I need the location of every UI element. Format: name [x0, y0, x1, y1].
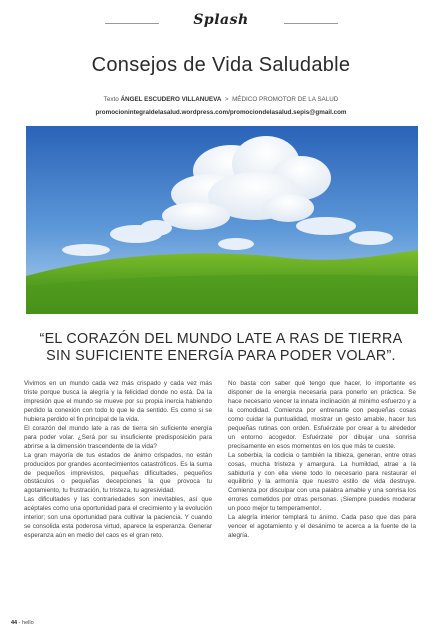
paragraph: Vivimos en un mundo cada vez más crispado y cada vez más triste porque busca la alegría y la felicidad donde no está. Da la impresión que el mundo se mueve por su propia inercia habiendo perdido la conexión con todo lo que le da sentido. Es como si se hubiera perdido el fin principal de la vida. [24, 380, 212, 423]
article-title: Consejos de Vida Saludable [91, 54, 351, 76]
pull-quote-line: SIN SUFICIENTE ENERGÍA PARA PODER VOLAR”. [46, 348, 396, 364]
paragraph: Las dificultades y las contrariedades son inevitables, así que acéptales como una oportunidad para el crecimiento y la evolución interior; son una oportunidad para cultivar la paciencia. Y cuando se consolida esta poderosa virtud, aparece la esperanza. Generar esperanza aún en medio del caos es el gran reto. [24, 496, 212, 540]
page-header [0, 12, 442, 36]
header-rule-right [284, 23, 338, 24]
byline-role: MÉDICO PROMOTOR DE LA SALUD [232, 96, 339, 103]
page-footer [11, 620, 34, 626]
pull-quote-line: “EL CORAZÓN DEL MUNDO LATE A RAS DE TIERRA [39, 331, 403, 347]
article-byline [0, 96, 442, 103]
paragraph: No basta con saber qué tengo que hacer, lo importante es disponer de la energía necesaria para ponerlo en práctica. Se hace necesario vencer la innata inclinación al mínimo esfuerzo y a la comodidad. Comienza por entrenarte con pequeñas cosas como cuidar la puntualidad, mostrar un gesto amable, hacer tus pequeñas rutinas con orden. Esfuérzate por crear a tu alrededor un entorno acogedor. Esfuérzate por dibujar una sonrisa precisamente en esos momentos en los que más te cueste. [228, 380, 416, 450]
page-number: 44 [11, 620, 18, 626]
section-brand: Splash [193, 12, 249, 28]
byline-separator: > [224, 96, 229, 103]
article-column-left [24, 380, 212, 541]
paragraph: La alegría interior templará tu ánimo. Cada paso que das para vencer el agotamiento y el desánimo te acerca a la fuente de la alegría. [228, 514, 416, 540]
article-column-right [228, 380, 416, 541]
pull-quote [0, 331, 442, 365]
paragraph: El corazón del mundo late a ras de tierra sin suficiente energía para poder volar. ¿Será por su insuficiente predisposición para abrirse a la dimensión trascendente de la vida? [24, 424, 212, 450]
paragraph: La gran mayoría de tus estados de ánimo crispados, no están producidos por grandes acontecimientos catastróficos. Es la suma de pequeños imprevistos, pequeñas dificultades, pequeños obstáculos o pequeñas decepciones la que provoca tu agotamiento, tu frustración, tu tristeza, tu agresividad. [24, 451, 212, 495]
footer-separator: - [18, 620, 21, 626]
landscape-photo [26, 126, 418, 314]
paragraph: La soberbia, la codicia o también la tibieza, generan, entre otras cosas, mucha tristeza y amargura. La humildad, atrae a la sabiduría y con ella viene todo lo necesario para restaurar el equilibrio y la armonía que nuestro estilo de vida destruye. Comienza por disculpar con una palabra amable y una sonrisa los errores cometidos por otras personas. ¡Siempre puedes moderar un poco mejor tu temperamento!. [228, 451, 416, 513]
magazine-name: hello [22, 620, 34, 626]
byline-prefix: Texto [103, 96, 119, 103]
byline-author: ÁNGEL ESCUDERO VILLANUEVA [120, 96, 222, 103]
contact-links[interactable]: promocionintegraldelasalud.wordpress.com/promociondelasalud.sepis@gmail.com [95, 109, 347, 116]
